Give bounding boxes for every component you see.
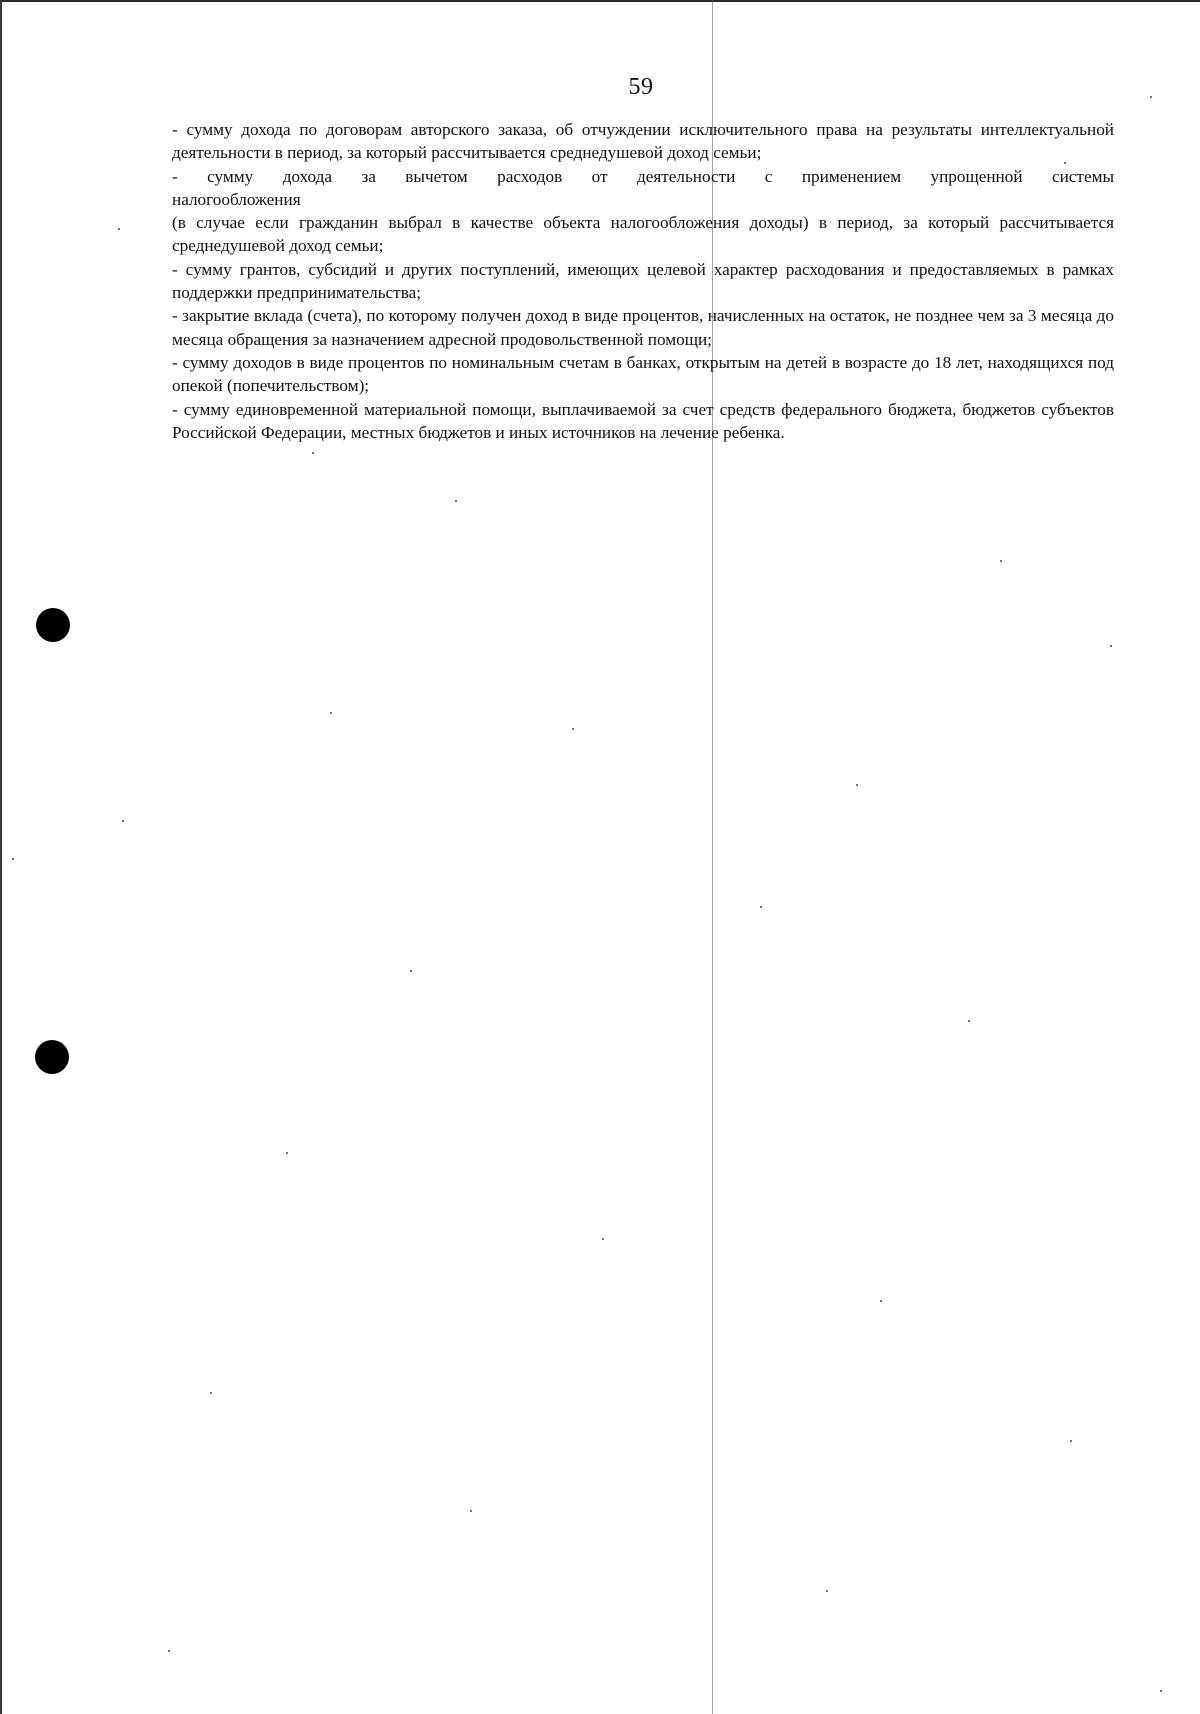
document-body [172, 118, 1114, 444]
paragraph: - сумму доходов в виде процентов по номинальным счетам в банках, открытым на детей в возрасте до 18 лет, находящихся под опекой (попечительством); [172, 352, 1114, 396]
page-number: 59 [628, 74, 654, 100]
scan-top-edge [0, 0, 1200, 2]
punch-hole [35, 1040, 69, 1074]
paragraph: налогообложения [172, 189, 301, 209]
scan-left-edge [0, 0, 2, 1714]
paragraph: - сумму грантов, субсидий и других поступлений, имеющих целевой характер расходования и предоставляемых в рамках поддержки предпринимательства; [172, 259, 1114, 303]
punch-hole [36, 608, 70, 642]
paragraph: (в случае если гражданин выбрал в качестве объекта налогообложения доходы) в период, за который рассчитывается среднедушевой доход семьи; [172, 213, 1114, 256]
paragraph: - закрытие вклада (счета), по которому получен доход в виде процентов, начисленных на остаток, не позднее чем за 3 месяца до месяца обращения за назначением адресной продовольственной помощи; [172, 306, 1114, 349]
paragraph: - сумму дохода за вычетом расходов от деятельности с применением упрощенной системы [172, 166, 1114, 186]
paragraph: - сумму дохода по договорам авторского заказа, об отчуждении исключительного права на результаты интеллектуальной деятельности в период, за который рассчитывается среднедушевой доход семьи; [172, 120, 1114, 163]
paragraph: - сумму единовременной материальной помощи, выплачиваемой за счет средств федерального бюджета, бюджетов субъектов Российской Федерации, местных бюджетов и иных источников на лечение ребенка. [172, 399, 1114, 442]
